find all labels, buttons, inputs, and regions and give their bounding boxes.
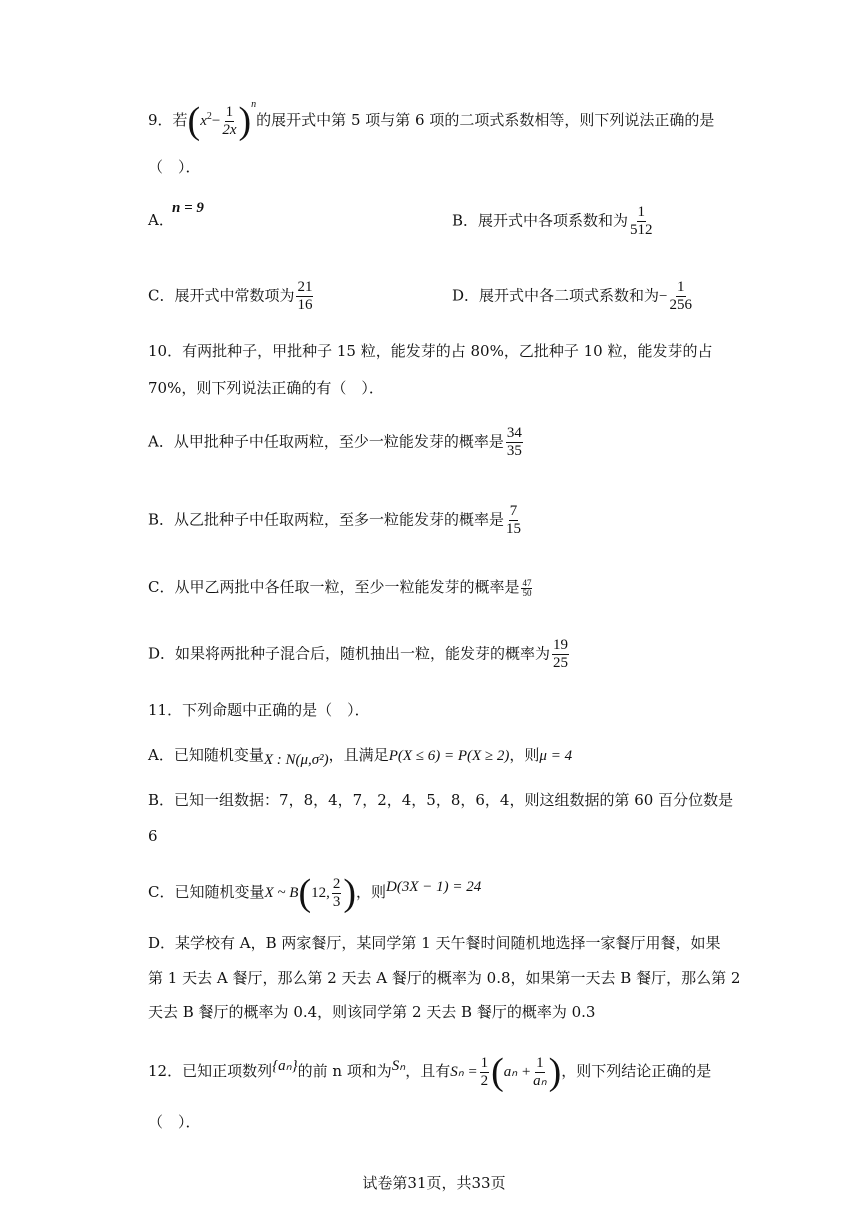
q9-minus: − <box>211 113 221 129</box>
q12-half: $\frac{1}{2}$ <box>480 1054 489 1089</box>
q9-d-text: D．展开式中各二项式系数和为 <box>452 286 660 305</box>
right-paren: ) <box>238 100 252 142</box>
q11-a-result: μ = 4 <box>539 748 573 764</box>
q9-a-label: A． <box>148 211 174 229</box>
q11-option-c: C．已知随机变量X ~ B(12, $\frac{2}{3}$ )，则D(3X − 1) = 24 <box>148 872 482 914</box>
q10-stem-1: 10．有两批种子，甲批种子 15 粒，能发芽的占 80%，乙批种子 10 粒，能发芽的占 <box>148 342 713 360</box>
q10-option-d <box>148 637 571 672</box>
q10-d-fraction: $\frac{19}{25}$ <box>553 637 569 671</box>
q11-a-pre: A．已知随机变量 <box>148 746 264 764</box>
q11-stem: 11．下列命题中正确的是（ ）． <box>148 701 370 719</box>
q9-option-a <box>148 210 174 230</box>
q10-stem-2: 70%，则下列说法正确的有（ ）． <box>148 379 384 397</box>
q9-paren-line: （ ）． <box>148 158 201 176</box>
q11-c-dist: X ~ B <box>264 885 299 901</box>
q9-tail: 的展开式中第 5 项与第 6 项的二项式系数相等，则下列说法正确的是 <box>256 111 715 129</box>
q9-number: 9．若 <box>148 111 188 129</box>
q11-option-d-3: 天去 B 餐厅的概率为 0.4，则该同学第 2 天去 B 餐厅的概率为 0.3 <box>148 1003 596 1021</box>
q9-option-b <box>452 204 655 239</box>
q10-b-text: B．从乙批种子中任取两粒，至多一粒能发芽的概率是 <box>148 510 505 529</box>
q9-option-c <box>148 279 315 314</box>
q9-c-fraction: $\frac{21}{16}$ <box>297 279 313 313</box>
q11-option-d-2: 第 1 天去 A 餐厅，那么第 2 天去 A 餐厅的概率为 0.8，如果第一天去 B 餐厅，那么第 2 <box>148 969 741 987</box>
q10-b-fraction: $\frac{7}{15}$ <box>506 503 522 537</box>
q9-exponent: 2 <box>206 111 212 122</box>
q9-a-math: n = 9 <box>172 200 204 216</box>
q9-base: x <box>200 113 207 129</box>
q10-option-a <box>148 425 525 460</box>
q9-power: n <box>251 99 257 110</box>
q9-fraction: $\frac{1}{2x}$ <box>222 103 237 138</box>
q9-stem <box>148 93 714 140</box>
q9-d-fraction: $\frac{1}{256}$ <box>669 279 692 313</box>
q12-pre: 12．已知正项数列 <box>148 1062 273 1080</box>
q9-option-d: D．展开式中各二项式系数和为− $\frac{1}{256}$ <box>452 279 692 313</box>
q11-a-cond: P(X ≤ 6) = P(X ≥ 2) <box>388 748 510 764</box>
q11-c-pre: C．已知随机变量 <box>148 883 265 901</box>
q10-a-text: A．从甲批种子中任取两粒，至少一粒能发芽的概率是 <box>148 432 504 451</box>
q11-c-result: D(3X − 1) = 24 <box>386 879 482 895</box>
q10-option-c <box>148 577 534 598</box>
q11-option-b-1: B．已知一组数据：7，8，4，7，2，4，5，8，6，4，则这组数据的第 60 百分位数是 <box>148 791 734 809</box>
q10-c-text: C．从甲乙两批中各任取一粒，至少一粒能发芽的概率是 <box>148 578 520 596</box>
q12-inverse: $\frac{1}{\text{aₙ}}$ <box>533 1054 547 1089</box>
left-paren: ( <box>187 100 201 142</box>
q12-stem: 12．已知正项数列{aₙ}的前 n 项和为Sₙ，且有Sₙ = $\frac{1}{2}$ (aₙ + $\frac{1}{\text{aₙ}}$ )，则下列结论正确的是 <box>148 1051 712 1093</box>
q12-eq-lhs: Sₙ = <box>450 1064 478 1080</box>
q11-option-b-2: 6 <box>148 827 158 845</box>
q10-d-text: D．如果将两批种子混合后，随机抽出一粒，能发芽的概率为 <box>148 644 551 663</box>
q12-seq: {aₙ} <box>272 1058 298 1074</box>
q10-option-b <box>148 503 523 538</box>
q10-a-fraction: $\frac{34}{35}$ <box>506 425 522 459</box>
q12-an: aₙ + <box>503 1064 532 1080</box>
q11-option-d-1: D．某学校有 A，B 两家餐厅，某同学第 1 天午餐时间随机地选择一家餐厅用餐，如果 <box>148 934 721 952</box>
q11-a-dist: X : N(μ,σ²) <box>263 752 329 768</box>
q12-sn: Sₙ <box>391 1058 406 1074</box>
q9-b-text: B．展开式中各项系数和为 <box>452 211 629 230</box>
q11-option-a: A．已知随机变量X : N(μ,σ²)，且满足P(X ≤ 6) = P(X ≥ 2)，则μ = 4 <box>148 746 573 768</box>
q9-c-text: C．展开式中常数项为 <box>148 286 295 305</box>
q11-c-fraction: $\frac{2}{3}$ <box>332 875 341 910</box>
page-footer: 试卷第31页，共33页 <box>362 1174 506 1192</box>
q12-paren-line: （ ）． <box>148 1113 201 1131</box>
q9-b-fraction: $\frac{1}{512}$ <box>630 204 653 238</box>
q10-c-fraction: $\frac{47}{50}$ <box>522 577 532 598</box>
